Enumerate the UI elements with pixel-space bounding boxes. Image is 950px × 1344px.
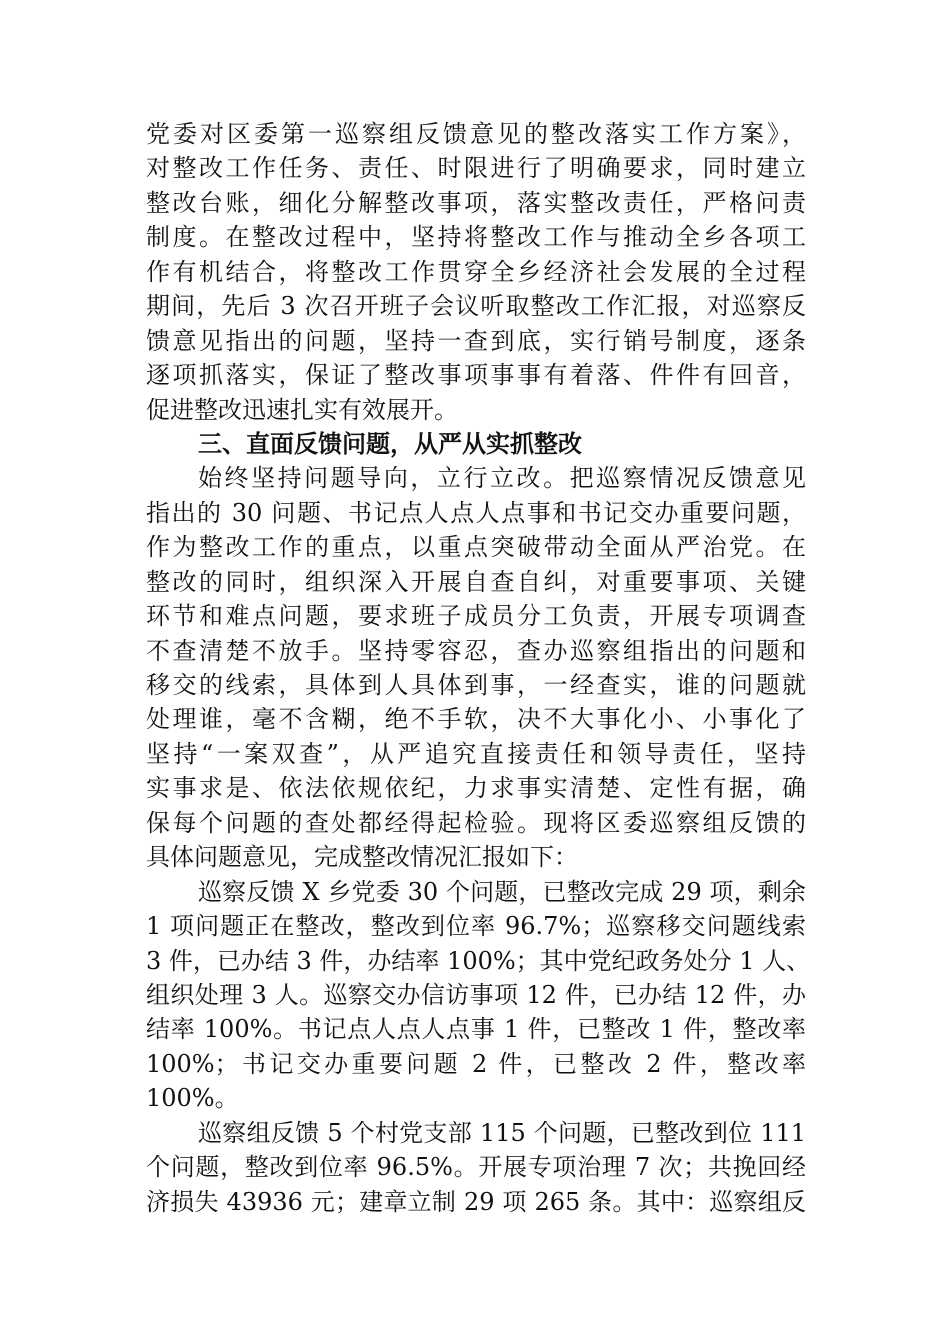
text-line: 1 项问题正在整改，整改到位率 96.7%；巡察移交问题线索 [146, 912, 806, 941]
text-line: 促进整改迅速扎实有效展开。 [146, 395, 458, 424]
text-line: 期间，先后 3 次召开班子会议听取整改工作汇报，对巡察反 [146, 292, 806, 321]
text-line: 组织处理 3 人。巡察交办信访事项 12 件，已办结 12 件，办 [146, 980, 806, 1009]
paragraph-township-results [146, 875, 811, 1116]
text-line: 党委对区委第一巡察组反馈意见的整改落实工作方案》， [146, 120, 806, 148]
text-line: 实事求是、依法依规依纪，力求事实清楚、定性有据，确 [146, 774, 806, 803]
paragraph-problem-orientation [146, 461, 806, 874]
text-line: 对整改工作任务、责任、时限进行了明确要求，同时建立 [146, 154, 806, 183]
text-line: 整改台账，细化分解整改事项，落实整改责任，严格问责 [146, 188, 806, 217]
section-heading: 三、直面反馈问题，从严从实抓整改 [198, 429, 582, 458]
text-line: 个问题，整改到位率 96.5%。开展专项治理 7 次；共挽回经 [146, 1153, 806, 1182]
text-line: 环节和难点问题，要求班子成员分工负责，开展专项调查 [146, 602, 806, 631]
text-line: 制度。在整改过程中，坚持将整改工作与推动全乡各项工 [146, 223, 806, 252]
text-line: 巡察组反馈 5 个村党支部 115 个问题，已整改到位 111 [198, 1118, 806, 1147]
text-line: 作为整改工作的重点，以重点突破带动全面从严治党。在 [146, 533, 806, 562]
text-line: 逐项抓落实，保证了整改事项事事有着落、件件有回音， [146, 361, 806, 390]
text-line: 不查清楚不放手。坚持零容忍，查办巡察组指出的问题和 [146, 636, 806, 665]
text-line: 济损失 43936 元；建章立制 29 项 265 条。其中：巡察组反 [146, 1187, 806, 1216]
text-line: 100%。 [146, 1084, 239, 1113]
text-line: 处理谁，毫不含糊，绝不手软，决不大事化小、小事化了 [146, 705, 806, 734]
text-line: 结率 100%。书记点人点人点事 1 件，已整改 1 件，整改率 [146, 1015, 806, 1044]
text-line: 移交的线索，具体到人具体到事，一经查实，谁的问题就 [146, 671, 806, 699]
paragraph-rectification-plan [146, 117, 806, 427]
text-line: 馈意见指出的问题，坚持一查到底，实行销号制度，逐条 [146, 326, 806, 355]
paragraph-village-results [146, 1116, 806, 1219]
text-line: 3 件，已办结 3 件，办结率 100%；其中党纪政务处分 1 人、 [146, 946, 811, 975]
document-body [146, 117, 811, 1219]
text-line: 指出的 30 问题、书记点人点人点事和书记交办重要问题， [146, 498, 806, 527]
text-line: 始终坚持问题导向，立行立改。把巡察情况反馈意见 [198, 464, 806, 493]
text-line: 坚持“一案双查”，从严追究直接责任和领导责任，坚持 [146, 739, 806, 768]
text-line: 整改的同时，组织深入开展自查自纠，对重要事项、关键 [146, 567, 806, 596]
text-line: 100%；书记交办重要问题 2 件，已整改 2 件，整改率 [146, 1049, 806, 1078]
text-line: 巡察反馈 X 乡党委 30 个问题，已整改完成 29 项，剩余 [198, 877, 806, 906]
text-line: 作有机结合，将整改工作贯穿全乡经济社会发展的全过程 [146, 257, 806, 286]
text-line: 保每个问题的查处都经得起检验。现将区委巡察组反馈的 [146, 808, 806, 837]
text-line: 具体问题意见，完成整改情况汇报如下： [146, 843, 578, 872]
